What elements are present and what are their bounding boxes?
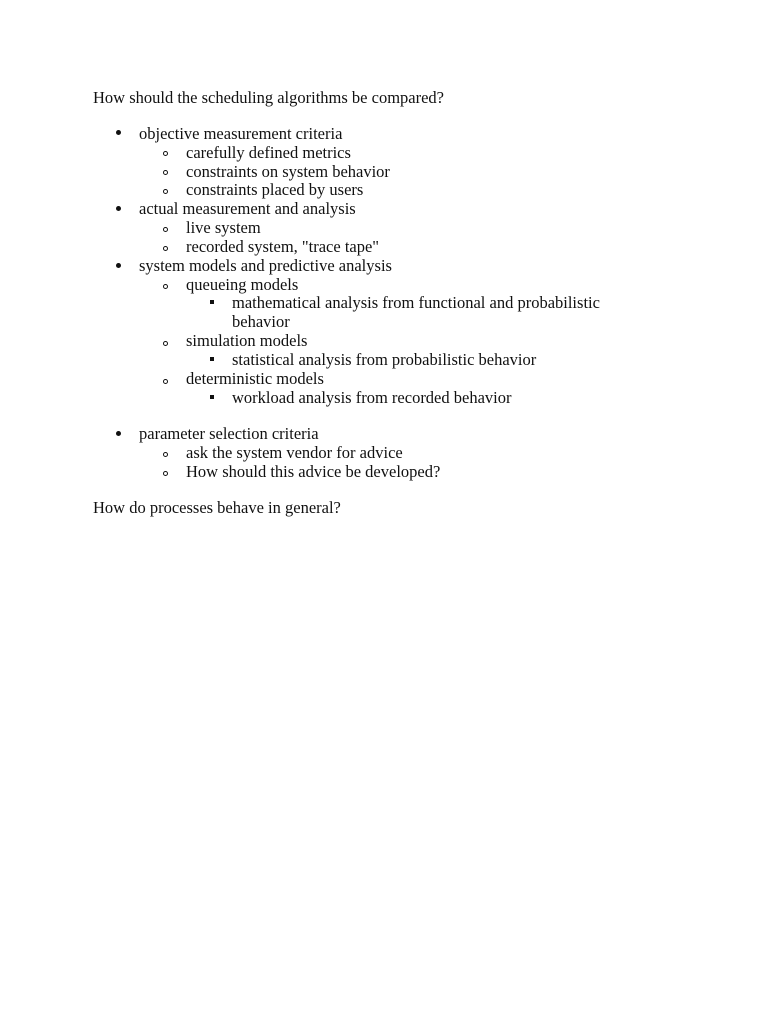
list-item-level2: carefully defined metrics [186, 143, 351, 162]
bullet-circle-icon [163, 246, 168, 251]
bullet-disc-icon [116, 206, 121, 211]
bullet-circle-icon [163, 151, 168, 156]
list-item-level2: recorded system, "trace tape" [186, 237, 380, 256]
list-item-level1: objective measurement criteria [139, 124, 343, 143]
list-item-level1: system models and predictive analysis [139, 256, 392, 275]
list-item-level2: queueing models [186, 275, 299, 294]
bullet-circle-icon [163, 471, 168, 476]
bullet-circle-icon [163, 341, 168, 346]
bullet-circle-icon [163, 189, 168, 194]
list-item-level2: live system [186, 218, 261, 237]
bullet-circle-icon [163, 170, 168, 175]
list-item-level2: constraints on system behavior [186, 162, 390, 181]
list-item-level3: workload analysis from recorded behavior [232, 388, 512, 407]
question-heading-processes: How do processes behave in general? [93, 498, 341, 517]
list-item-level2: deterministic models [186, 369, 324, 388]
bullet-disc-icon [116, 263, 121, 268]
bullet-square-icon [210, 300, 214, 304]
list-item-level2: How should this advice be developed? [186, 462, 441, 481]
list-item-level2: simulation models [186, 331, 308, 350]
list-item-level2: constraints placed by users [186, 180, 364, 199]
list-item-level1: actual measurement and analysis [139, 199, 356, 218]
bullet-circle-icon [163, 452, 168, 457]
bullet-circle-icon [163, 379, 168, 384]
bullet-square-icon [210, 395, 214, 399]
list-item-level3: mathematical analysis from functional and probabilistic behavior [232, 293, 600, 331]
list-item-level1: parameter selection criteria [139, 424, 319, 443]
list-item-level3: statistical analysis from probabilistic behavior [232, 350, 537, 369]
list-item-level2: ask the system vendor for advice [186, 443, 403, 462]
bullet-square-icon [210, 357, 214, 361]
bullet-disc-icon [116, 130, 121, 135]
bullet-circle-icon [163, 284, 168, 289]
bullet-disc-icon [116, 431, 121, 436]
bullet-circle-icon [163, 227, 168, 232]
question-heading-scheduling: How should the scheduling algorithms be compared? [93, 88, 445, 107]
